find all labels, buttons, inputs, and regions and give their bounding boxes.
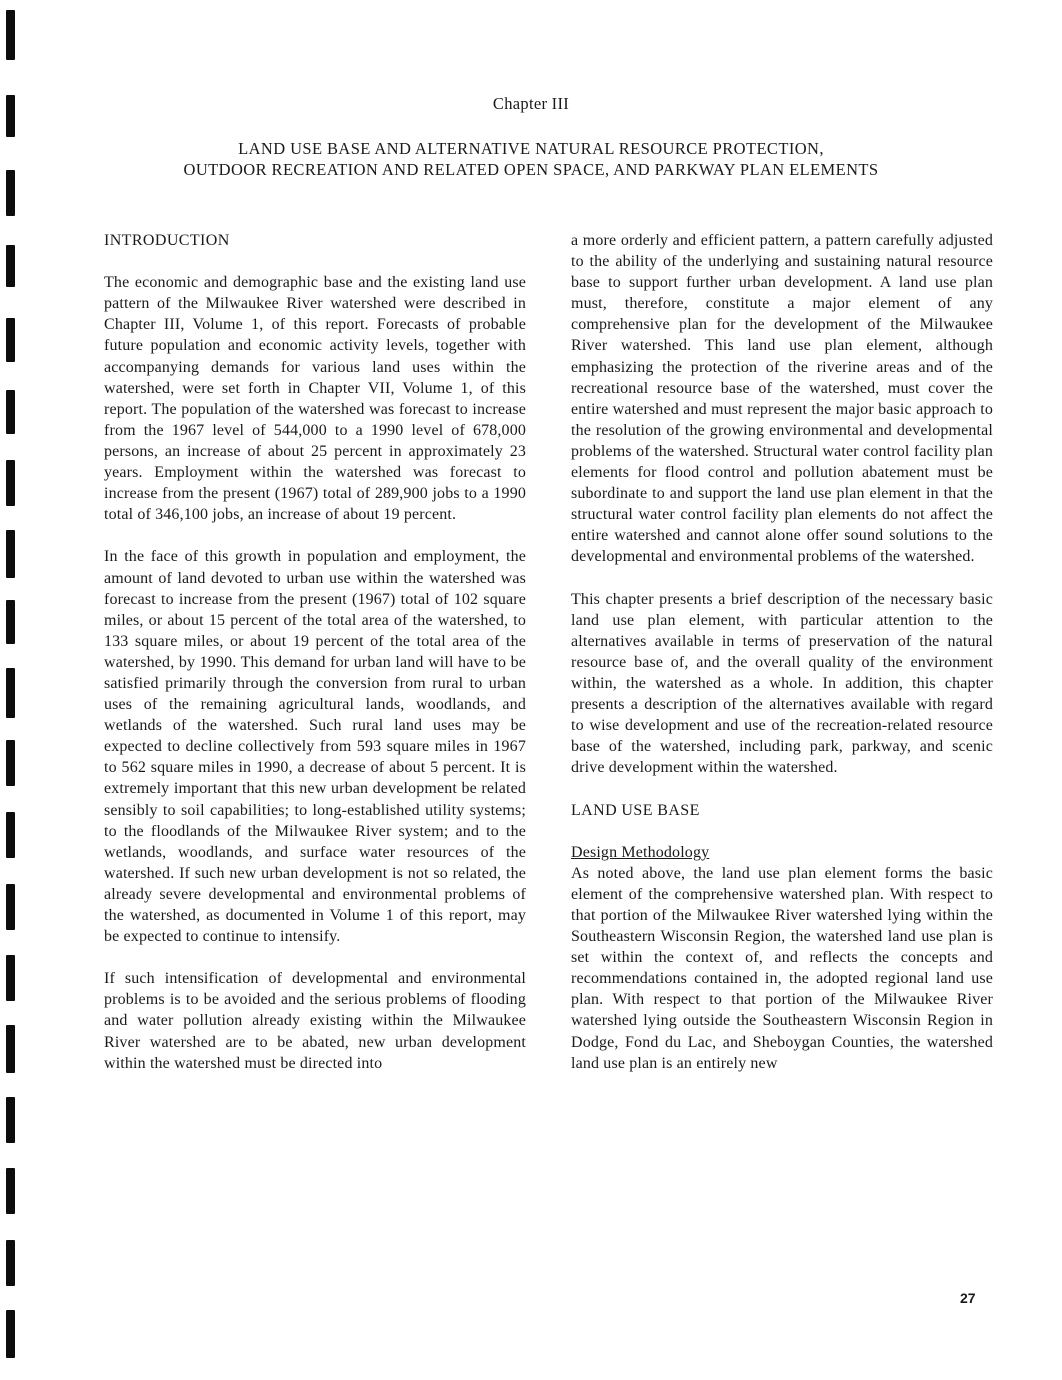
page-number: 27 bbox=[960, 1290, 976, 1306]
subheading-design-methodology: Design Methodology bbox=[571, 843, 710, 861]
paragraph: In the face of this growth in population and employment, the amount of land devoted to urban use within the watershed was forecast to increase from the present (1967) total of 102 square miles, or about 15 percent of the total area of the watershed, to 133 square miles, or about 19 percent of the total area of the watershed, by 1990. This demand for urban land will have to be satisfied primarily through the conversion from rural to urban uses of the remaining agricultural lands, woodlands, and wetlands of the watershed. Such rural land uses may be expected to decline collectively from 593 square miles in 1967 to 562 square miles in 1990, a decrease of about 5 percent. It is extremely important that this new urban development be related sensibly to soil capabilities; to long-established utility systems; to the floodlands of the Milwaukee River system; and to the wetlands, woodlands, and surface water resources of the watershed. If such new urban development is not so related, the already severe developmental and environmental problems of the watershed, as documented in Volume 1 of this report, may be expected to continue to intensify. bbox=[104, 548, 526, 946]
binding-mark bbox=[6, 1310, 15, 1358]
chapter-title-line-2: OUTDOOR RECREATION AND RELATED OPEN SPACE, AND PARKWAY PLAN ELEMENTS bbox=[183, 160, 879, 179]
paragraph: If such intensification of developmental and environmental problems is to be avoided and the serious problems of flooding and water pollution already existing within the Milwaukee River watershed are to be abated, new urban development within the watershed must be directed into bbox=[104, 970, 526, 1072]
binding-mark bbox=[6, 245, 15, 287]
binding-mark bbox=[6, 884, 15, 930]
section-heading-land-use-base: LAND USE BASE bbox=[571, 801, 700, 819]
binding-mark bbox=[6, 1097, 15, 1143]
paragraph: a more orderly and efficient pattern, a pattern carefully adjusted to the ability of the underlying and sustaining natural resource base to support further urban development. A land use plan must, therefore, constitute a major element of any comprehensive plan for the development of the Milwaukee River watershed. This land use plan element, although emphasizing the protection of the riverine areas and of the recreational resource base of the watershed, must cover the entire watershed and must represent the major basic approach to the resolution of the growing environmental and developmental problems of the watershed. Structural water control facility plan elements for flood control and pollution abatement must be subordinate to and support the land use plan element in that the structural water control facility plan elements do not affect the entire watershed and cannot alone offer sound solutions to the developmental and environmental problems of the watershed. bbox=[571, 232, 993, 566]
binding-mark bbox=[6, 955, 15, 1001]
binding-mark bbox=[6, 812, 15, 858]
binding-mark bbox=[6, 668, 15, 718]
binding-mark bbox=[6, 1025, 15, 1073]
paragraph: This chapter presents a brief description of the necessary basic land use plan element, with particular attention to the alternatives available in terms of preservation of the natural resource base of, and the overall quality of the environment within, the watershed as a whole. In addition, this chapter presents a description of the alternatives available with regard to wise development and use of the recreation-related resource base of the watershed, including park, parkway, and scenic drive development within the watershed. bbox=[571, 590, 993, 777]
paragraph: The economic and demographic base and the existing land use pattern of the Milwaukee River watershed were described in Chapter III, Volume 1, of this report. Forecasts of probable future population and economic activity levels, together with accompanying demands for various land uses within the watershed, were set forth in Chapter VII, Volume 1, of this report. The population of the watershed was forecast to increase from the 1967 level of 544,000 to a 1990 level of 678,000 persons, an increase of about 25 percent in approximately 23 years. Employment within the watershed was forecast to increase from the present (1967) total of 289,900 jobs to a 1990 total of 346,100 jobs, an increase of about 19 percent. bbox=[104, 274, 526, 524]
section-heading-introduction: INTRODUCTION bbox=[104, 232, 230, 249]
binding-mark bbox=[6, 10, 15, 60]
binding-mark bbox=[6, 318, 15, 362]
binding-mark bbox=[6, 530, 15, 578]
left-column bbox=[104, 230, 526, 1095]
binding-mark bbox=[6, 390, 15, 434]
binding-mark bbox=[6, 740, 15, 786]
chapter-title-line-1: LAND USE BASE AND ALTERNATIVE NATURAL RESOURCE PROTECTION, bbox=[238, 139, 824, 158]
chapter-label: Chapter III bbox=[492, 94, 570, 113]
binding-mark bbox=[6, 1240, 15, 1286]
binding-mark bbox=[6, 600, 15, 644]
paragraph: As noted above, the land use plan element forms the basic element of the comprehensive watershed plan. With respect to that portion of the Milwaukee River watershed lying within the Southeastern Wisconsin Region, the watershed land use plan is set within the context of, and reflects the concepts and recommendations contained in, the adopted regional land use plan. With respect to that portion of the Milwaukee River watershed lying outside the Southeastern Wisconsin Region in Dodge, Fond du Lac, and Sheboygan Counties, the watershed land use plan is an entirely new bbox=[571, 864, 993, 1072]
chapter-title bbox=[0, 138, 1062, 180]
binding-mark bbox=[6, 460, 15, 506]
right-column bbox=[571, 230, 993, 1095]
binding-mark bbox=[6, 1168, 15, 1214]
